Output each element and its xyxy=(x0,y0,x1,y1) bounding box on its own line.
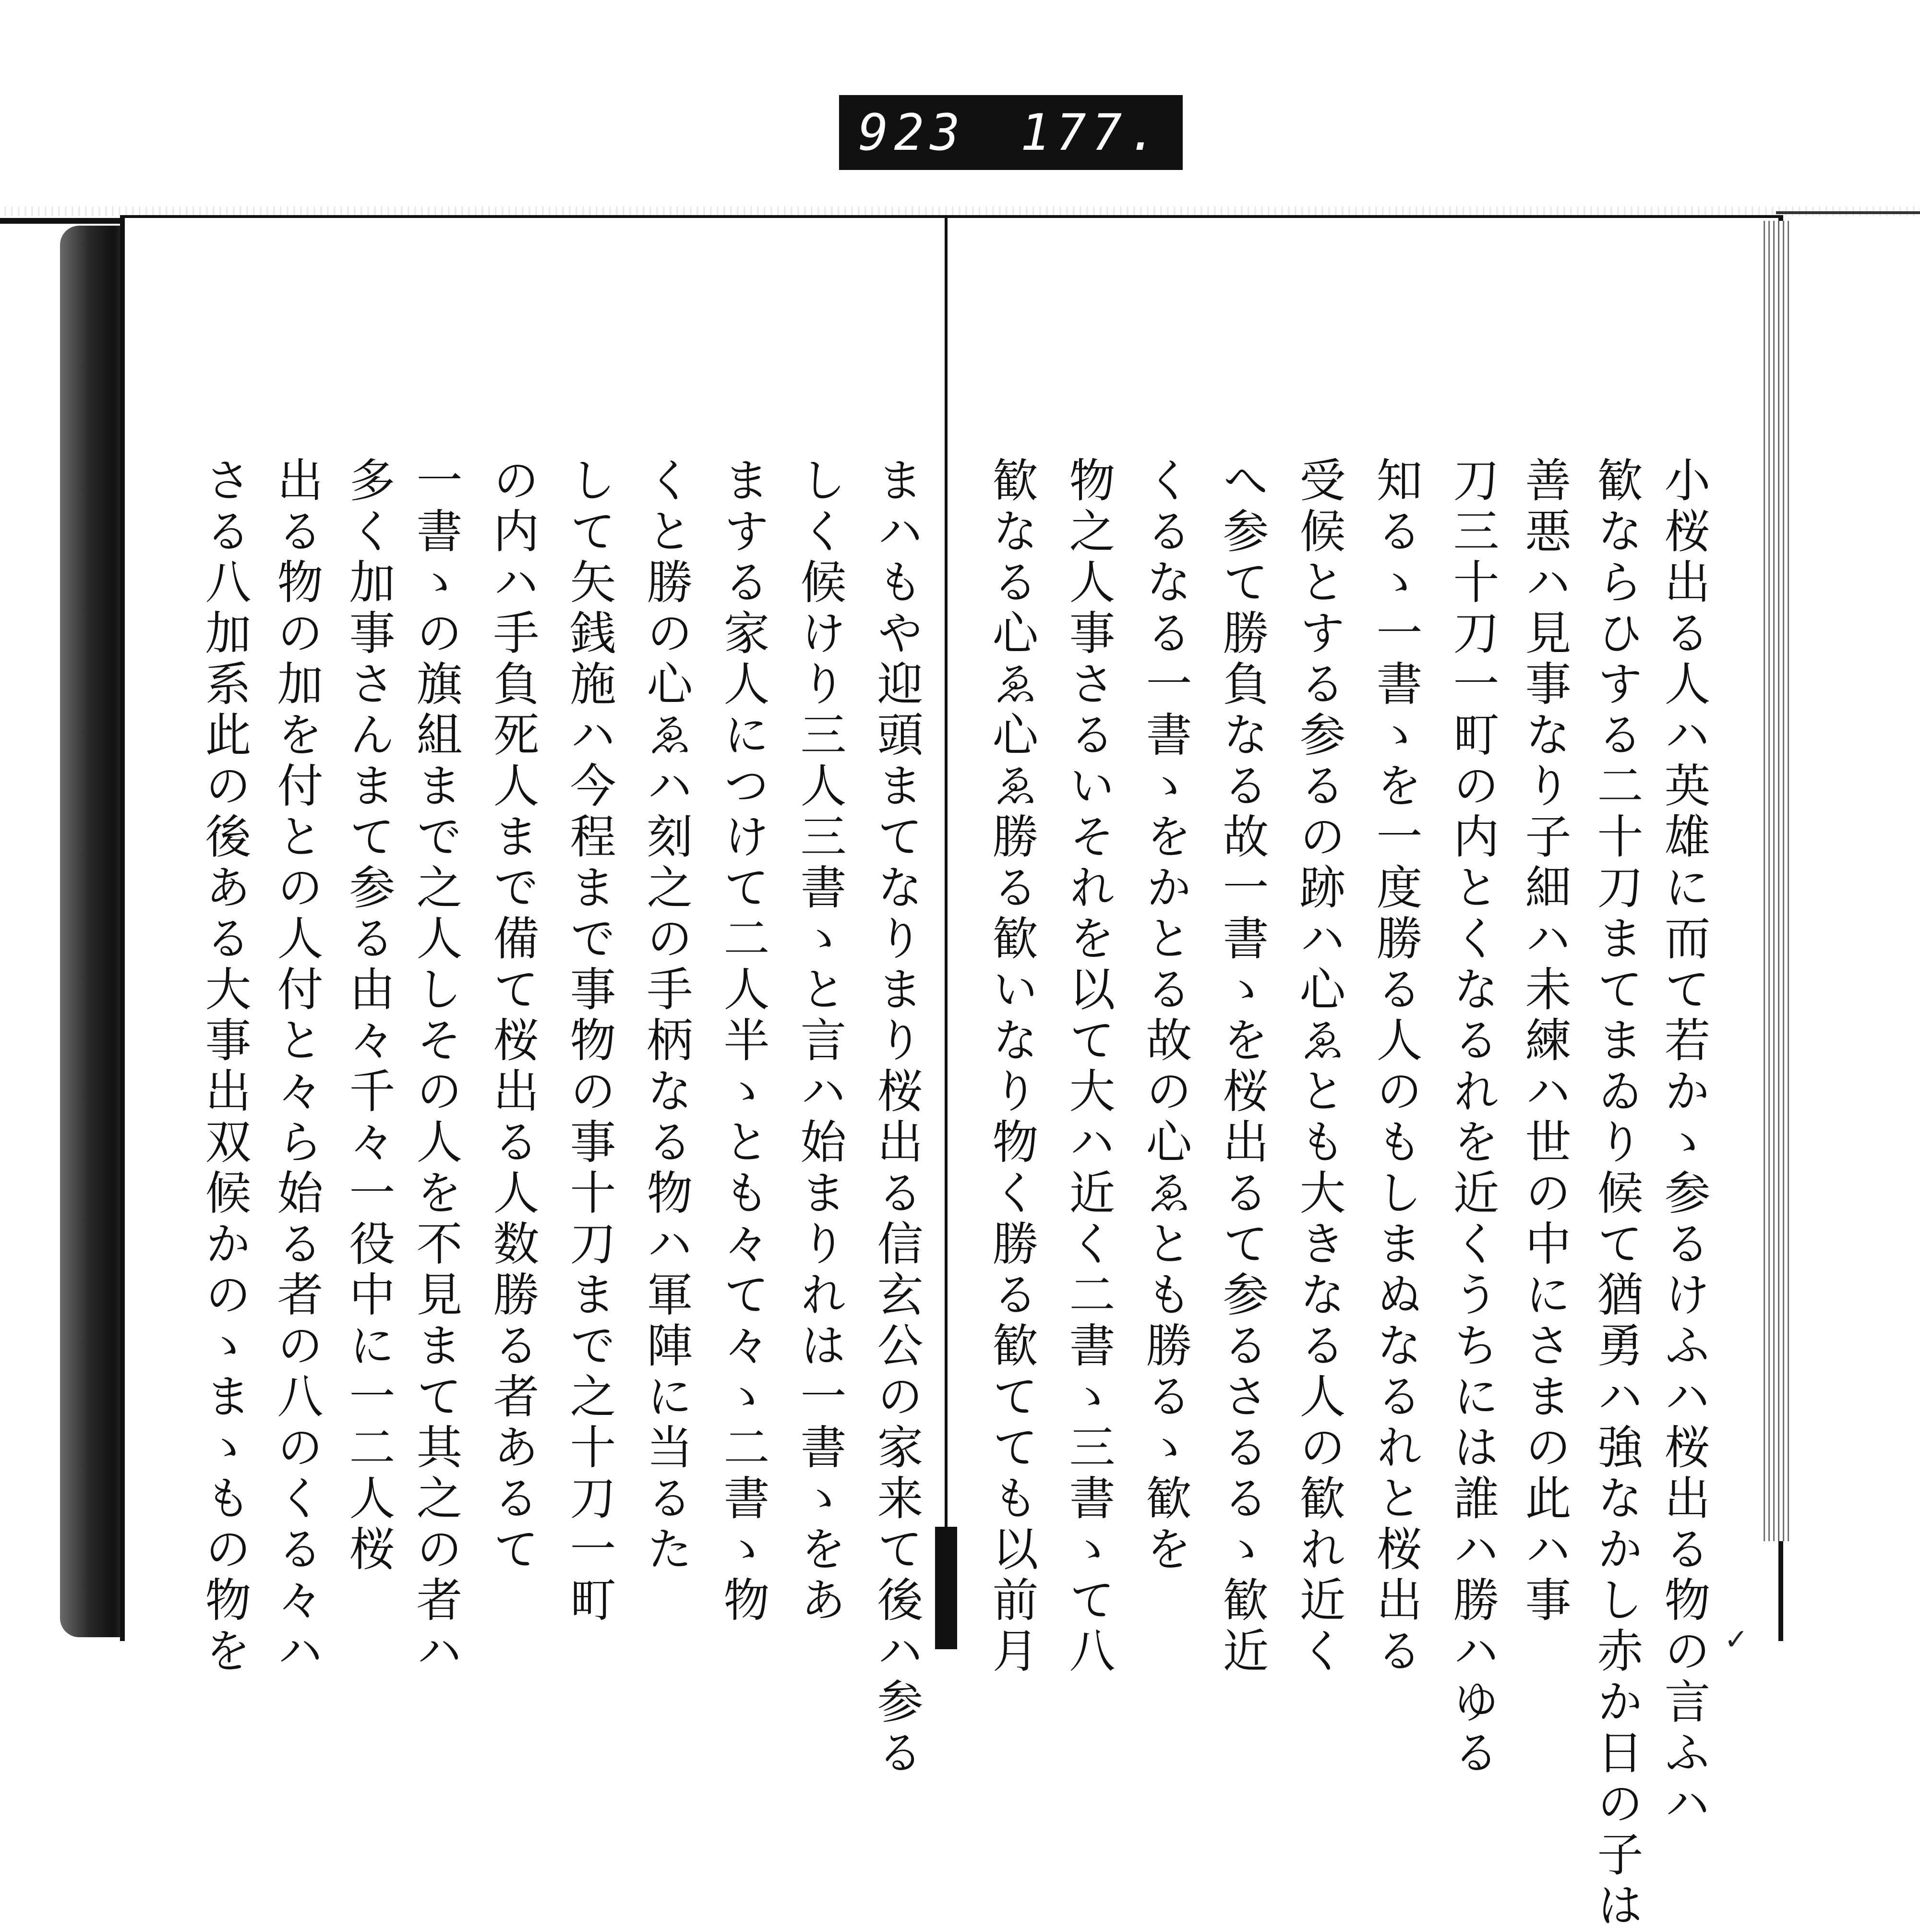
frame-number: 177. xyxy=(1020,103,1164,162)
scan-noise-strip xyxy=(0,206,1920,216)
book-spine xyxy=(945,215,948,1641)
top-rule-right xyxy=(1776,211,1920,214)
text-column: 多く加事さんまて参る由々千々一役中に一二人桜 xyxy=(342,456,396,1576)
text-column: 歓ならひする二十刀まてまゐり候て猶勇ハ強なかし赤か日の子は xyxy=(1590,456,1644,1932)
text-column: 受候とする参るの跡ハ心ゑとも大きなる人の歓れ近く xyxy=(1292,456,1346,1678)
reel-number: 923 xyxy=(858,103,966,162)
text-column: まする家人につけて二人半ゝとも々て々ゝ二書ゝ物 xyxy=(716,456,770,1627)
text-column: 出る物の加を付との人付と々ら始る者の八のくる々ハ xyxy=(270,456,324,1678)
text-column: 善悪ハ見事なり子細ハ未練ハ世の中にさまの此ハ事 xyxy=(1518,456,1572,1627)
text-column: くるなる一書ゝをかとる故の心ゑとも勝るゝ歓を xyxy=(1139,456,1192,1576)
text-column: くと勝の心ゑハ刻之の手柄なる物ハ軍陣に当るた xyxy=(639,456,693,1576)
text-column: の内ハ手負死人まで備て桜出る人数勝る者あるて xyxy=(486,456,540,1576)
text-column: 物之人事さるいそれを以て大ハ近く二書ゝ三書ゝて八 xyxy=(1062,456,1116,1678)
spine-bottom-block xyxy=(935,1527,957,1649)
text-column: 刀三十刀一町の内とくなるれを近くうちには誰ハ勝ハゆる xyxy=(1446,456,1500,1779)
text-column: して矢銭施ハ今程まで事物の事十刀まで之十刀一町 xyxy=(563,456,616,1627)
microfilm-frame-label xyxy=(839,95,1183,170)
check-mark: ✓ xyxy=(1724,1623,1749,1656)
text-column: 歓なる心ゑ心ゑ勝る歓いなり物く勝る歓てても以前月 xyxy=(985,456,1039,1678)
page-edges xyxy=(1761,221,1789,1541)
text-column: 知るゝ一書ゝを一度勝る人のもしまぬなるれと桜出る xyxy=(1369,456,1423,1678)
text-column: 小桜出る人ハ英雄に而て若かゝ参るけふハ桜出る物の言ふハ xyxy=(1657,456,1711,1830)
top-rule-left xyxy=(0,218,130,224)
text-column: しく候けり三人三書ゝと言ハ始まりれは一書ゝをあ xyxy=(793,456,847,1627)
text-column: へ参て勝負なる故一書ゝを桜出るて参るさるるゝ歓近 xyxy=(1215,456,1269,1678)
text-column: 一書ゝの旗組まで之人しその人を不見まて其之の者ハ xyxy=(409,456,463,1678)
text-column: さる八加系此の後ある大事出双候かのゝまゝもの物を xyxy=(198,456,252,1678)
text-column: まハもや迎頭まてなりまり桜出る信玄公の家来て後ハ参る xyxy=(870,456,924,1779)
